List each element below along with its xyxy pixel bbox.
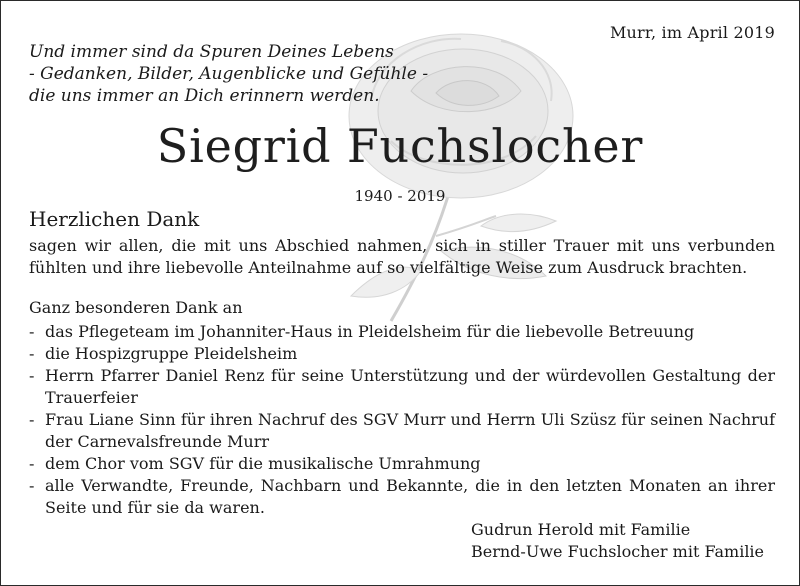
special-thanks-intro: Ganz besonderen Dank an <box>29 298 243 317</box>
bullet-dash: - <box>29 454 35 473</box>
list-item <box>29 365 775 409</box>
place-date: Murr, im April 2019 <box>609 23 775 42</box>
list-item <box>29 409 775 453</box>
list-item-text: Frau Liane Sinn für ihren Nachruf des SGV Murr und Herrn Uli Szüsz für seinen Nachruf der Carnevalsfreunde Murr <box>45 410 775 451</box>
thanks-heading: Herzlichen Dank <box>29 207 200 231</box>
signature-line: Gudrun Herold mit Familie <box>471 520 691 539</box>
list-item <box>29 475 775 519</box>
list-item <box>29 343 775 365</box>
list-item <box>29 321 775 343</box>
list-item-text: Herrn Pfarrer Daniel Renz für seine Unterstützung und der würdevollen Gestaltung der Trauerfeier <box>45 366 775 407</box>
life-years: 1940 - 2019 <box>354 187 446 205</box>
poem-line: Und immer sind da Spuren Deines Lebens <box>29 42 394 62</box>
poem-line: - Gedanken, Bilder, Augenblicke und Gefühle - <box>29 64 429 84</box>
deceased-name: Siegrid Fuchslocher <box>156 119 644 173</box>
bullet-dash: - <box>29 344 35 363</box>
list-item-text: dem Chor vom SGV für die musikalische Umrahmung <box>45 454 481 473</box>
poem <box>29 41 428 107</box>
bullet-dash: - <box>29 476 35 495</box>
thanks-list <box>29 321 775 519</box>
thanks-body: sagen wir allen, die mit uns Abschied nahmen, sich in stiller Trauer mit uns verbunden fühlten und ihre liebevolle Anteilnahme auf so vielfältige Weise zum Ausdruck brachten. <box>29 236 775 277</box>
signature-line: Bernd-Uwe Fuchslocher mit Familie <box>471 542 765 561</box>
signatures <box>471 519 764 563</box>
list-item-text: die Hospizgruppe Pleidelsheim <box>45 344 298 363</box>
list-item-text: das Pflegeteam im Johanniter-Haus in Pleidelsheim für die liebevolle Betreuung <box>45 322 695 341</box>
poem-line: die uns immer an Dich erinnern werden. <box>29 86 380 106</box>
list-item <box>29 453 775 475</box>
list-item-text: alle Verwandte, Freunde, Nachbarn und Bekannte, die in den letzten Monaten an ihrer Seite und für sie da waren. <box>45 476 775 517</box>
bullet-dash: - <box>29 366 35 385</box>
bullet-dash: - <box>29 410 35 429</box>
bullet-dash: - <box>29 322 35 341</box>
